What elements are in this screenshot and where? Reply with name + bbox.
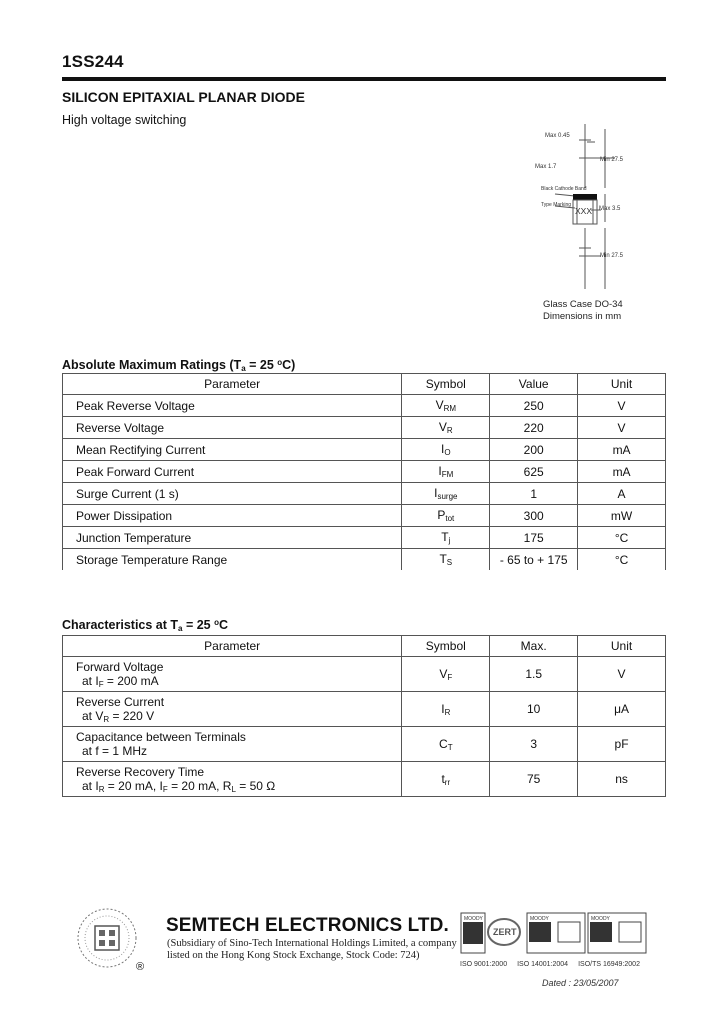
cert-caption-ts16949: ISO/TS 16949:2002 bbox=[578, 961, 640, 968]
document-date: Dated : 23/05/2007 bbox=[542, 978, 619, 988]
param-cell: Peak Reverse Voltage bbox=[63, 395, 402, 417]
table-row bbox=[63, 549, 666, 571]
value-cell: - 65 to + 175 bbox=[490, 549, 578, 571]
value-cell: 200 bbox=[490, 439, 578, 461]
value-cell: 250 bbox=[490, 395, 578, 417]
type-marking-label: Type Marking bbox=[541, 202, 572, 208]
param-cell: Power Dissipation bbox=[63, 505, 402, 527]
type-marking-text: XXX bbox=[575, 206, 593, 216]
symbol-cell: $V_F$ bbox=[402, 657, 490, 692]
title-rule bbox=[62, 77, 666, 81]
col-header: Parameter bbox=[63, 636, 402, 657]
table-row bbox=[63, 461, 666, 483]
abs-max-title: Absolute Maximum Ratings ($T_a = 25$ $^o$C) bbox=[62, 358, 296, 373]
cert-caption-iso14001: ISO 14001:2004 bbox=[517, 961, 569, 968]
param-cell: Reverse Recovery Time at $I_R = 20$ mA, $I_F = 20$ mA, $R_L = 50$ Ω bbox=[63, 762, 402, 797]
dimensions-unit-label: Dimensions in mm bbox=[543, 311, 622, 322]
value-cell: 1.5 bbox=[490, 657, 578, 692]
table-row bbox=[63, 417, 666, 439]
table-row bbox=[63, 505, 666, 527]
characteristics-table bbox=[62, 635, 666, 797]
company-seal-logo bbox=[76, 907, 138, 969]
dim-top-lead-dia: Max 0.45 bbox=[545, 133, 570, 139]
symbol-cell: $I_{surge}$ bbox=[402, 483, 490, 505]
value-cell: 625 bbox=[490, 461, 578, 483]
company-name: SEMTECH ELECTRONICS LTD. bbox=[166, 915, 449, 936]
dim-top-lead-len: Min 27.5 bbox=[600, 157, 624, 163]
param-cell: Capacitance between Terminals at f = 1 MHz bbox=[63, 727, 402, 762]
symbol-cell: $I_R$ bbox=[402, 692, 490, 727]
test-condition: at f = 1 MHz bbox=[82, 744, 148, 758]
col-header: Max. bbox=[490, 636, 578, 657]
symbol-cell: $T_S$ bbox=[402, 549, 490, 571]
value-cell: 220 bbox=[490, 417, 578, 439]
value-cell: 175 bbox=[490, 527, 578, 549]
symbol-cell: $C_T$ bbox=[402, 727, 490, 762]
value-cell: 10 bbox=[490, 692, 578, 727]
col-header: Value bbox=[490, 374, 578, 395]
table-row bbox=[63, 657, 666, 692]
value-cell: 3 bbox=[490, 727, 578, 762]
table-row bbox=[63, 395, 666, 417]
dim-body-dia: Max 1.7 bbox=[535, 164, 557, 170]
symbol-cell: $T_j$ bbox=[402, 527, 490, 549]
unit-cell: ns bbox=[578, 762, 666, 797]
dim-body-len: Max 3.5 bbox=[599, 206, 621, 212]
company-listing-note: listed on the Hong Kong Stock Exchange, Stock Code: 724) bbox=[167, 950, 420, 961]
unit-cell: mW bbox=[578, 505, 666, 527]
unit-cell: mA bbox=[578, 461, 666, 483]
device-description: High voltage switching bbox=[62, 113, 187, 127]
unit-cell: A bbox=[578, 483, 666, 505]
symbol-cell: $V_R$ bbox=[402, 417, 490, 439]
test-condition: at $I_F = 200$ mA bbox=[82, 673, 159, 689]
certification-logos bbox=[460, 912, 665, 968]
moody-cert-logos-icon bbox=[460, 912, 665, 960]
svg-text:MOODY: MOODY bbox=[464, 916, 483, 922]
value-cell: 1 bbox=[490, 483, 578, 505]
document-title: SILICON EPITAXIAL PLANAR DIODE bbox=[62, 89, 305, 105]
value-cell: 300 bbox=[490, 505, 578, 527]
symbol-cell: $I_O$ bbox=[402, 439, 490, 461]
unit-cell: °C bbox=[578, 527, 666, 549]
table-row bbox=[63, 527, 666, 549]
param-cell: Surge Current (1 s) bbox=[63, 483, 402, 505]
symbol-cell: $t_{rr}$ bbox=[402, 762, 490, 797]
dim-bottom-lead-len: Min 27.5 bbox=[600, 253, 624, 259]
table-row bbox=[63, 727, 666, 762]
cert-caption-iso9001: ISO 9001:2000 bbox=[460, 961, 508, 968]
symbol-cell: $P_{tot}$ bbox=[402, 505, 490, 527]
svg-text:MOODY: MOODY bbox=[591, 916, 610, 922]
svg-text:ZERT: ZERT bbox=[493, 927, 517, 937]
abs-max-table bbox=[62, 373, 666, 570]
case-label: Glass Case DO-34 bbox=[543, 299, 623, 310]
unit-cell: V bbox=[578, 395, 666, 417]
characteristics-title: Characteristics at $T_a = 25$ $^o$C bbox=[62, 618, 229, 633]
unit-cell: mA bbox=[578, 439, 666, 461]
param-cell: Mean Rectifying Current bbox=[63, 439, 402, 461]
table-row bbox=[63, 439, 666, 461]
value-cell: 75 bbox=[490, 762, 578, 797]
col-header: Unit bbox=[578, 636, 666, 657]
part-number: 1SS244 bbox=[62, 52, 124, 71]
unit-cell: °C bbox=[578, 549, 666, 571]
param-cell: Storage Temperature Range bbox=[63, 549, 402, 571]
table-row bbox=[63, 762, 666, 797]
table-header-row bbox=[63, 636, 666, 657]
company-subsidiary-note: (Subsidiary of Sino-Tech International Holdings Limited, a company bbox=[167, 938, 457, 949]
unit-cell: pF bbox=[578, 727, 666, 762]
unit-cell: V bbox=[578, 657, 666, 692]
param-cell: Reverse Voltage bbox=[63, 417, 402, 439]
unit-cell: V bbox=[578, 417, 666, 439]
test-condition: at $I_R = 20$ mA, $I_F = 20$ mA, $R_L = 50$ Ω bbox=[82, 778, 276, 794]
unit-cell: μA bbox=[578, 692, 666, 727]
cathode-band-label: Black Cathode Band bbox=[541, 186, 587, 192]
param-cell: Junction Temperature bbox=[63, 527, 402, 549]
col-header: Symbol bbox=[402, 636, 490, 657]
table-header-row bbox=[63, 374, 666, 395]
col-header: Parameter bbox=[63, 374, 402, 395]
test-condition: at $V_R = 220$ V bbox=[82, 708, 155, 724]
param-cell: Peak Forward Current bbox=[63, 461, 402, 483]
svg-text:MOODY: MOODY bbox=[530, 916, 549, 922]
symbol-cell: $V_{RM}$ bbox=[402, 395, 490, 417]
package-outline-diagram bbox=[525, 124, 675, 324]
col-header: Unit bbox=[578, 374, 666, 395]
col-header: Symbol bbox=[402, 374, 490, 395]
registered-mark: ® bbox=[136, 961, 145, 973]
table-row bbox=[63, 692, 666, 727]
symbol-cell: $I_{FM}$ bbox=[402, 461, 490, 483]
table-row bbox=[63, 483, 666, 505]
param-cell: Reverse Current at $V_R = 220$ V bbox=[63, 692, 402, 727]
param-cell: Forward Voltage at $I_F = 200$ mA bbox=[63, 657, 402, 692]
